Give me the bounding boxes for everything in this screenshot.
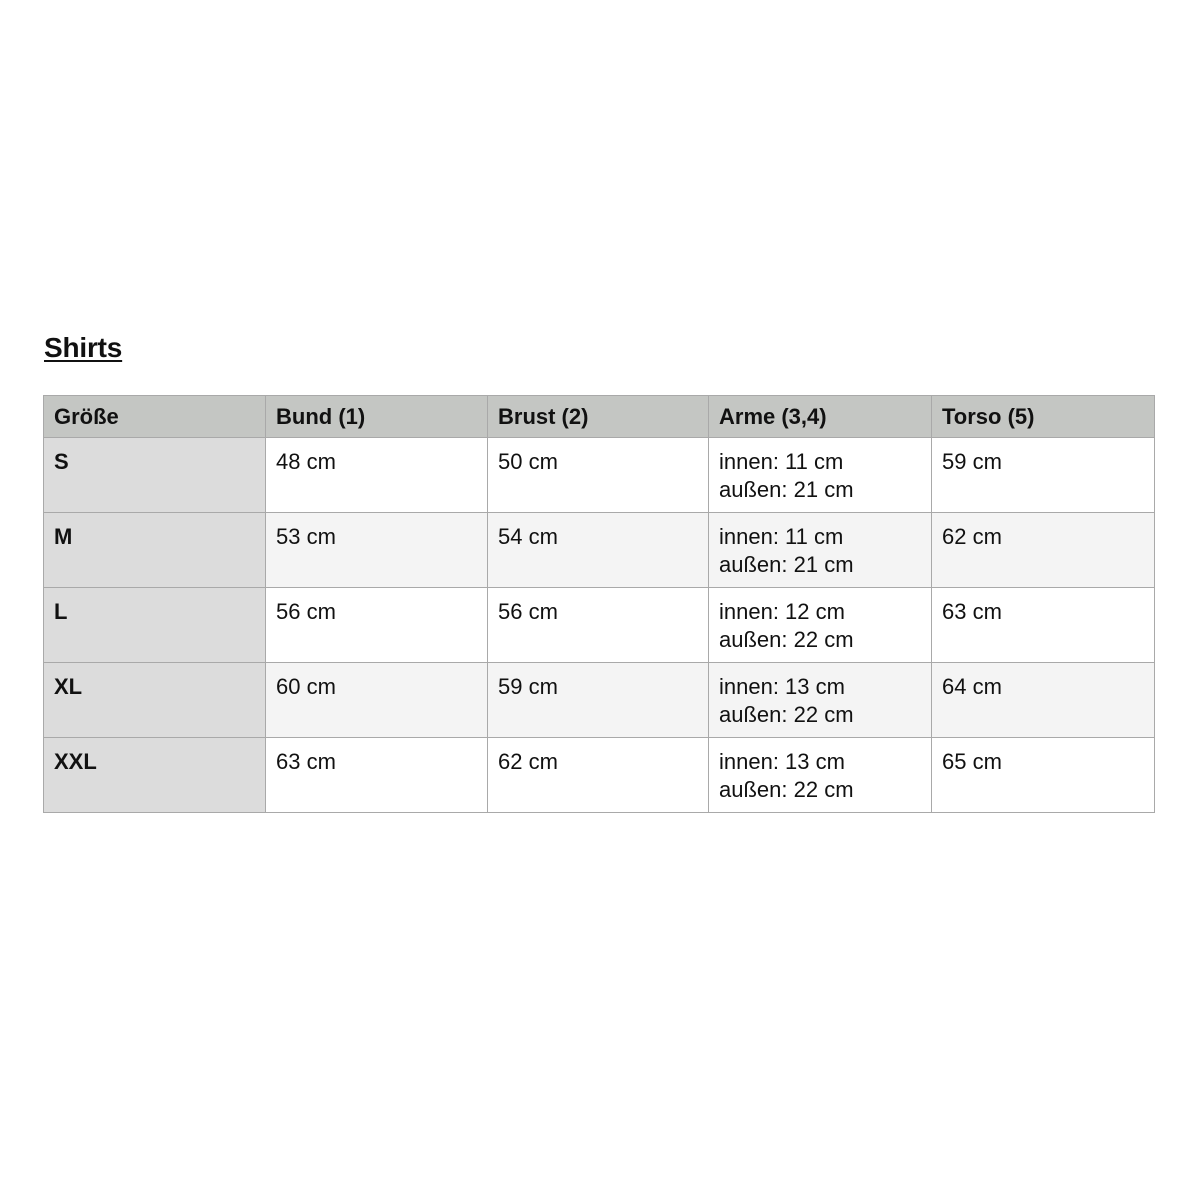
- table-row: [44, 738, 1155, 813]
- arme-innen: innen: 11 cm: [719, 449, 844, 474]
- torso-cell: 59 cm: [932, 438, 1155, 513]
- arme-cell: [709, 588, 932, 663]
- bund-cell: 56 cm: [266, 588, 488, 663]
- table-row: [44, 438, 1155, 513]
- table-row: [44, 588, 1155, 663]
- brust-cell: 54 cm: [488, 513, 709, 588]
- size-cell: L: [44, 588, 266, 663]
- arme-cell: [709, 438, 932, 513]
- arme-aussen: außen: 22 cm: [719, 777, 854, 802]
- torso-cell: 62 cm: [932, 513, 1155, 588]
- size-cell: M: [44, 513, 266, 588]
- table-header: [44, 396, 1155, 438]
- bund-cell: 60 cm: [266, 663, 488, 738]
- arme-innen: innen: 12 cm: [719, 599, 845, 624]
- header-torso: Torso (5): [932, 396, 1155, 438]
- size-cell: S: [44, 438, 266, 513]
- arme-innen: innen: 13 cm: [719, 674, 845, 699]
- arme-cell: [709, 738, 932, 813]
- torso-cell: 64 cm: [932, 663, 1155, 738]
- bund-cell: 63 cm: [266, 738, 488, 813]
- header-size: Größe: [44, 396, 266, 438]
- torso-cell: 65 cm: [932, 738, 1155, 813]
- table-row: [44, 513, 1155, 588]
- table-body: [44, 438, 1155, 813]
- size-table: [43, 395, 1155, 813]
- bund-cell: 53 cm: [266, 513, 488, 588]
- header-bund: Bund (1): [266, 396, 488, 438]
- page-title: Shirts: [44, 332, 123, 363]
- table-row: [44, 663, 1155, 738]
- size-cell: XL: [44, 663, 266, 738]
- brust-cell: 59 cm: [488, 663, 709, 738]
- brust-cell: 62 cm: [488, 738, 709, 813]
- header-arme: Arme (3,4): [709, 396, 932, 438]
- header-row: [44, 396, 1155, 438]
- arme-innen: innen: 13 cm: [719, 749, 845, 774]
- size-cell: XXL: [44, 738, 266, 813]
- arme-aussen: außen: 21 cm: [719, 477, 854, 502]
- arme-cell: [709, 513, 932, 588]
- arme-aussen: außen: 22 cm: [719, 702, 854, 727]
- brust-cell: 50 cm: [488, 438, 709, 513]
- brust-cell: 56 cm: [488, 588, 709, 663]
- arme-aussen: außen: 21 cm: [719, 552, 854, 577]
- bund-cell: 48 cm: [266, 438, 488, 513]
- torso-cell: 63 cm: [932, 588, 1155, 663]
- arme-cell: [709, 663, 932, 738]
- header-brust: Brust (2): [488, 396, 709, 438]
- arme-innen: innen: 11 cm: [719, 524, 844, 549]
- arme-aussen: außen: 22 cm: [719, 627, 854, 652]
